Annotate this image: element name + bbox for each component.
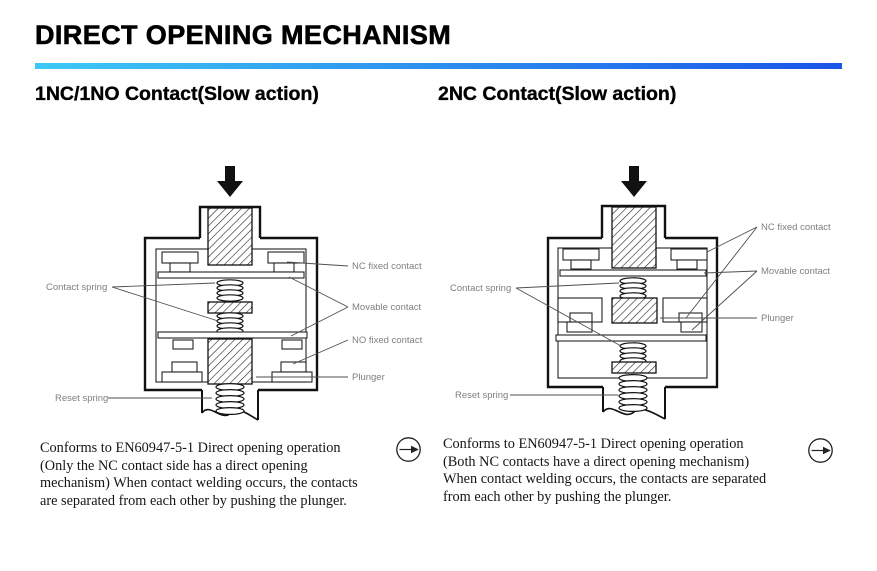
note-line: When contact welding occurs, the contacts are separated xyxy=(443,471,767,488)
diagram-2nc-switch-cross-section xyxy=(435,150,877,442)
note-2nc xyxy=(443,436,845,506)
contact-spring-lower xyxy=(217,313,243,334)
label-contact-spring: Contact spring xyxy=(46,282,108,293)
label-contact-spring: Contact spring xyxy=(450,283,512,294)
label-no-fixed-contact: NO fixed contact xyxy=(352,335,423,346)
contact-spring-upper xyxy=(217,280,243,301)
contact-spring-upper xyxy=(620,278,646,299)
reset-spring xyxy=(619,375,647,412)
switch-body xyxy=(548,206,717,419)
label-reset-spring: Reset spring xyxy=(455,390,509,401)
section-heading-1nc-1no: 1NC/1NO Contact(Slow action) xyxy=(35,83,319,105)
plunger-shaft-bottom xyxy=(208,339,252,384)
note-line: (Only the NC contact side has a direct opening xyxy=(40,457,308,474)
note-line: are separated from each other by pushing the plunger. xyxy=(40,492,347,509)
plunger-block-middle xyxy=(612,298,657,323)
label-plunger: Plunger xyxy=(761,313,794,324)
switch-body xyxy=(145,207,317,420)
note-line: (Both NC contacts have a direct opening mechanism) xyxy=(443,453,750,470)
note-1nc-1no xyxy=(40,440,442,510)
direct-opening-action-icon xyxy=(395,436,422,463)
actuation-arrow-icon xyxy=(217,166,243,197)
note-line: from each other by pushing the plunger. xyxy=(443,488,672,505)
page-title: DIRECT OPENING MECHANISM xyxy=(35,20,452,50)
plunger-shaft-top xyxy=(612,207,656,268)
actuation-arrow-icon xyxy=(621,166,647,197)
label-movable-contact: Movable contact xyxy=(761,266,831,277)
title-underline-rule xyxy=(35,63,842,69)
note-line: Conforms to EN60947-5-1 Direct opening operation xyxy=(40,440,341,456)
direct-opening-action-icon xyxy=(807,437,834,464)
section-heading-2nc: 2NC Contact(Slow action) xyxy=(438,83,677,105)
contact-spring-lower xyxy=(620,343,646,364)
diagram-1nc-1no-switch-cross-section xyxy=(35,150,435,442)
label-movable-contact: Movable contact xyxy=(352,302,422,313)
note-line: Conforms to EN60947-5-1 Direct opening operation xyxy=(443,436,744,452)
label-nc-fixed-contact: NC fixed contact xyxy=(352,261,422,272)
label-reset-spring: Reset spring xyxy=(55,393,109,404)
reset-spring xyxy=(216,384,244,415)
label-plunger: Plunger xyxy=(352,372,385,383)
plunger-shaft-top xyxy=(208,208,252,265)
note-line: mechanism) When contact welding occurs, the contacts xyxy=(40,475,358,492)
label-nc-fixed-contact: NC fixed contact xyxy=(761,222,831,233)
